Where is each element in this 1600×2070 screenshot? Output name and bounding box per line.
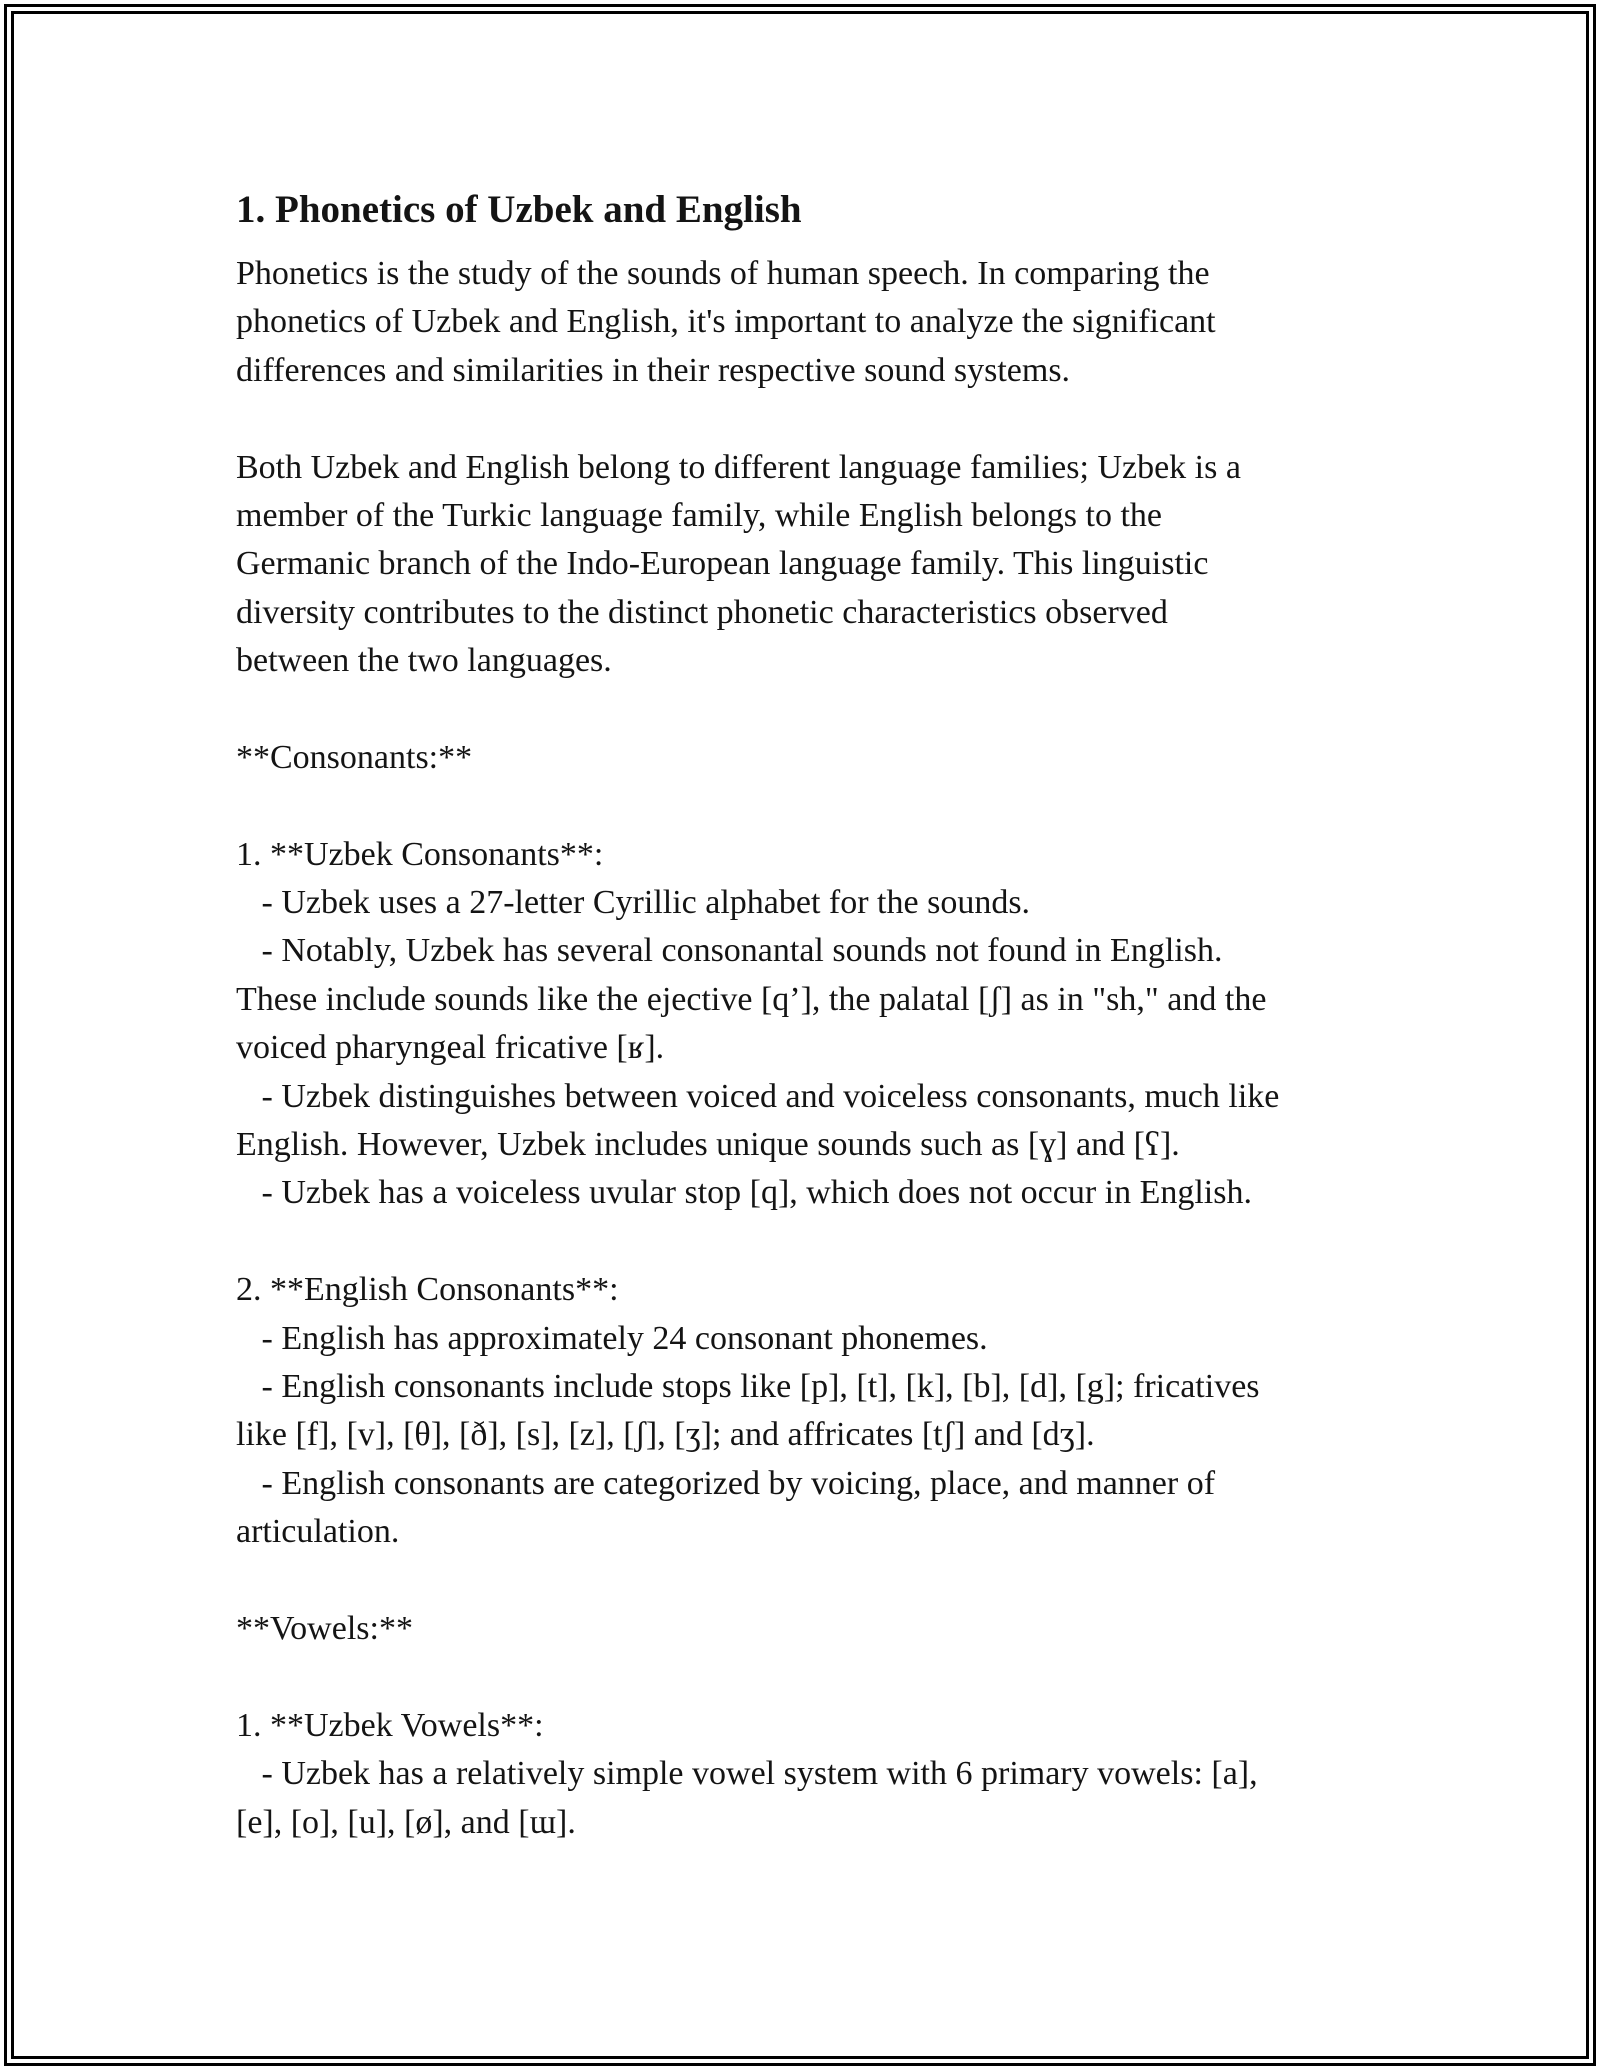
text-line: voiced pharyngeal fricative [ʁ]. bbox=[236, 1029, 665, 1067]
text-line: like [f], [v], [θ], [ð], [s], [z], [ʃ], [ʒ]; and affricates [tʃ] and [dʒ]. bbox=[236, 1416, 1095, 1454]
text-line: - English consonants include stops like [p], [t], [k], [b], [d], [g]; fricatives bbox=[236, 1367, 1260, 1405]
text-line: [e], [o], [u], [ø], and [ɯ]. bbox=[236, 1803, 576, 1841]
blank-line bbox=[236, 1653, 1376, 1701]
blank-line bbox=[236, 395, 1376, 443]
section-heading: 1. Phonetics of Uzbek and English bbox=[236, 188, 802, 231]
text-line: differences and similarities in their respective sound systems. bbox=[236, 351, 1071, 389]
blank-line bbox=[236, 1218, 1376, 1266]
text-line: between the two languages. bbox=[236, 642, 612, 680]
text-line: - English consonants are categorized by voicing, place, and manner of bbox=[236, 1464, 1216, 1502]
text-line: - Uzbek distinguishes between voiced and voiceless consonants, much like bbox=[236, 1077, 1280, 1115]
text-line: phonetics of Uzbek and English, it's important to analyze the significant bbox=[236, 303, 1216, 341]
text-line: Both Uzbek and English belong to different language families; Uzbek is a bbox=[236, 448, 1241, 486]
text-line: Germanic branch of the Indo-European language family. This linguistic bbox=[236, 545, 1209, 583]
text-line: English. However, Uzbek includes unique sounds such as [ɣ] and [ʕ]. bbox=[236, 1126, 1180, 1164]
text-line: articulation. bbox=[236, 1513, 400, 1551]
text-line: - Uzbek has a relatively simple vowel system with 6 primary vowels: [a], bbox=[236, 1755, 1258, 1793]
blank-line bbox=[236, 686, 1376, 734]
text-line: These include sounds like the ejective [q’], the palatal [ʃ] as in "sh," and the bbox=[236, 980, 1267, 1018]
text-line: - Notably, Uzbek has several consonantal sounds not found in English. bbox=[236, 932, 1223, 970]
text-line: - English has approximately 24 consonant phonemes. bbox=[236, 1319, 988, 1357]
document-body bbox=[236, 186, 1376, 1847]
list-item-uzbek-vowels: 1. **Uzbek Vowels**: bbox=[236, 1706, 544, 1744]
text-line: Phonetics is the study of the sounds of human speech. In comparing the bbox=[236, 255, 1210, 292]
text-line: - Uzbek has a voiceless uvular stop [q], which does not occur in English. bbox=[236, 1174, 1252, 1212]
text-line: diversity contributes to the distinct phonetic characteristics observed bbox=[236, 593, 1168, 631]
list-item-english-consonants: 2. **English Consonants**: bbox=[236, 1271, 619, 1309]
text-line: member of the Turkic language family, while English belongs to the bbox=[236, 496, 1163, 534]
subheading-consonants: **Consonants:** bbox=[236, 738, 473, 776]
blank-line bbox=[236, 1557, 1376, 1605]
text-line: - Uzbek uses a 27-letter Cyrillic alphabet for the sounds. bbox=[236, 884, 1031, 922]
list-item-uzbek-consonants: 1. **Uzbek Consonants**: bbox=[236, 835, 604, 873]
subheading-vowels: **Vowels:** bbox=[236, 1609, 413, 1647]
blank-line bbox=[236, 782, 1376, 830]
